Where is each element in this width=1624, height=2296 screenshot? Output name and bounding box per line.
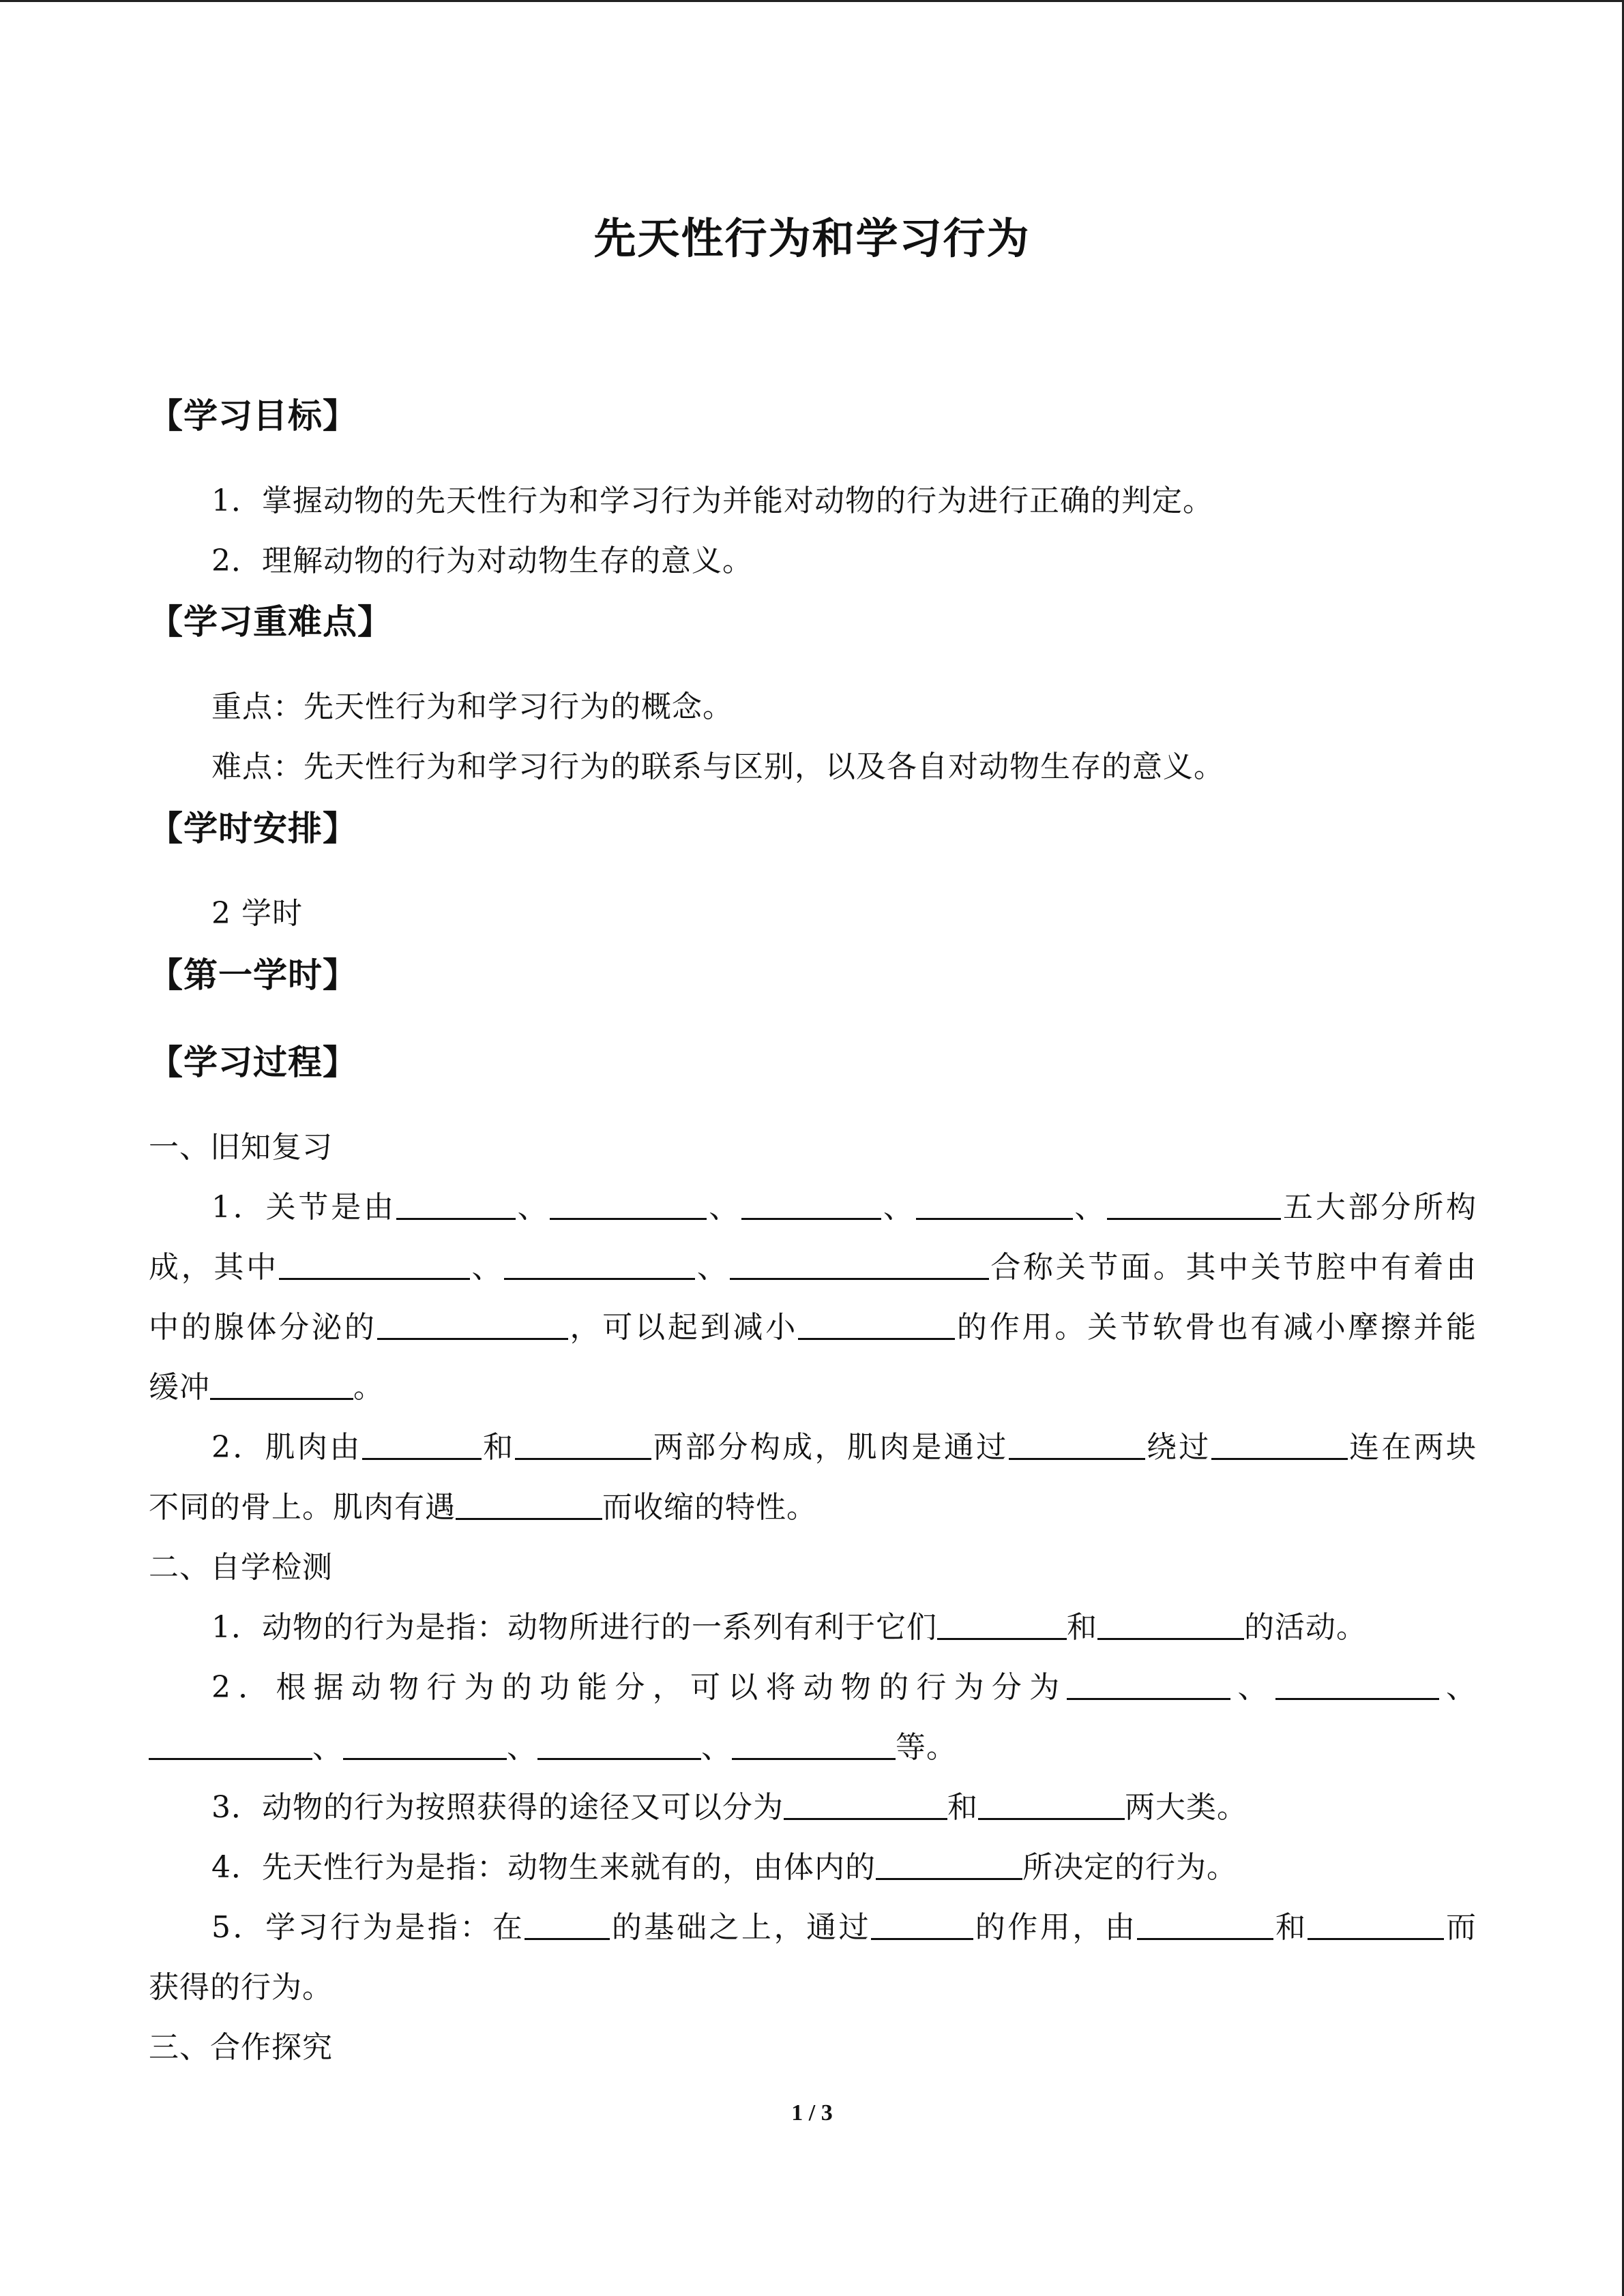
document-title: 先天性行为和学习行为	[593, 213, 1031, 263]
key-point: 重点：先天性行为和学习行为的概念。	[211, 689, 733, 724]
selfcheck-q5-text: 和	[1273, 1910, 1308, 1945]
answer-blank[interactable]	[871, 1908, 973, 1940]
answer-blank[interactable]	[732, 1728, 896, 1760]
selfcheck-q5-text: 的基础之上，通过	[610, 1910, 872, 1945]
review-q2-line2	[149, 1482, 1477, 1526]
objective-2: 2．理解动物的行为对动物生存的意义。	[211, 543, 753, 578]
selfcheck-heading: 二、自学检测	[149, 1550, 333, 1585]
answer-blank[interactable]	[210, 1368, 353, 1400]
answer-blank[interactable]	[1137, 1908, 1273, 1940]
selfcheck-q1-text: 1．动物的行为是指：动物所进行的一系列有利于它们	[211, 1610, 937, 1645]
separator: 、	[469, 1250, 505, 1285]
page-border-top	[0, 0, 1624, 2]
answer-blank[interactable]	[1308, 1908, 1444, 1940]
review-q1-line1	[211, 1182, 1477, 1226]
answer-blank[interactable]	[396, 1188, 516, 1220]
answer-blank[interactable]	[1211, 1428, 1348, 1460]
separator: 、	[707, 1190, 742, 1225]
answer-blank[interactable]	[377, 1308, 568, 1340]
review-q1-line2	[149, 1242, 1477, 1286]
answer-blank[interactable]	[1009, 1428, 1145, 1460]
selfcheck-q1	[211, 1602, 1477, 1646]
selfcheck-q3	[211, 1783, 1477, 1826]
review-q1-text: 成，其中	[149, 1250, 279, 1285]
answer-blank[interactable]	[149, 1728, 312, 1760]
selfcheck-q2-text: 等。	[896, 1730, 957, 1765]
selfcheck-q4-text: 4．先天性行为是指：动物生来就有的，由体内的	[211, 1850, 876, 1885]
answer-blank[interactable]	[343, 1728, 507, 1760]
answer-blank[interactable]	[537, 1728, 701, 1760]
separator: 、	[881, 1190, 916, 1225]
answer-blank[interactable]	[1275, 1668, 1439, 1700]
answer-blank[interactable]	[362, 1428, 482, 1460]
selfcheck-q3-text: 两大类。	[1125, 1790, 1247, 1825]
review-q2-text: 绕过	[1145, 1430, 1211, 1465]
review-q2-text: 和	[481, 1430, 516, 1465]
answer-blank[interactable]	[1097, 1608, 1244, 1640]
review-q2-text: 而收缩的特性。	[602, 1490, 817, 1525]
answer-blank[interactable]	[279, 1248, 470, 1280]
separator: 、	[1438, 1670, 1477, 1705]
review-q2-text: 两部分构成，肌肉是通过	[651, 1430, 1009, 1465]
schedule-text: 2 学时	[211, 896, 303, 931]
review-q2-text: 不同的骨上。肌肉有遇	[149, 1490, 456, 1525]
review-q1-text: 中的腺体分泌的	[149, 1310, 377, 1345]
answer-blank[interactable]	[1067, 1668, 1230, 1700]
answer-blank[interactable]	[741, 1188, 881, 1220]
review-q1-text: 1．关节是由	[211, 1190, 396, 1225]
review-heading: 一、旧知复习	[149, 1130, 333, 1165]
selfcheck-q2-line1	[211, 1663, 1477, 1706]
review-q1-text: ，可以起到减小	[567, 1310, 799, 1345]
selfcheck-q1-text: 和	[1067, 1610, 1097, 1645]
selfcheck-q5-line2: 获得的行为。	[149, 1970, 333, 2005]
selfcheck-q3-text: 3．动物的行为按照获得的途径又可以分为	[211, 1790, 784, 1825]
review-q1-line4	[149, 1362, 1477, 1406]
answer-blank[interactable]	[937, 1608, 1067, 1640]
objectives-heading: 【学习目标】	[149, 396, 357, 436]
separator: 、	[1230, 1670, 1275, 1705]
answer-blank[interactable]	[1107, 1188, 1281, 1220]
difficult-point: 难点：先天性行为和学习行为的联系与区别，以及各自对动物生存的意义。	[211, 749, 1224, 784]
selfcheck-q3-text: 和	[947, 1790, 978, 1825]
answer-blank[interactable]	[916, 1188, 1073, 1220]
review-q1-text: 缓冲	[149, 1370, 210, 1405]
cooperate-heading: 三、合作探究	[149, 2030, 333, 2065]
answer-blank[interactable]	[515, 1428, 651, 1460]
selfcheck-q4	[211, 1843, 1477, 1886]
selfcheck-q5-text: 的作用，由	[973, 1910, 1138, 1945]
answer-blank[interactable]	[550, 1188, 707, 1220]
selfcheck-q2-text: 2．根据动物行为的功能分，可以将动物的行为分为	[211, 1670, 1067, 1705]
answer-blank[interactable]	[730, 1248, 989, 1280]
separator: 、	[515, 1190, 550, 1225]
answer-blank[interactable]	[876, 1848, 1022, 1880]
separator: 、	[701, 1730, 732, 1765]
selfcheck-q5-line1	[211, 1903, 1477, 1946]
answer-blank[interactable]	[525, 1908, 610, 1940]
separator: 、	[695, 1250, 730, 1285]
page-number: 1 / 3	[791, 2100, 833, 2126]
process-heading: 【学习过程】	[149, 1043, 357, 1082]
review-q1-text: 的作用。关节软骨也有减小摩擦并能	[955, 1310, 1477, 1345]
objective-1: 1．掌握动物的先天性行为和学习行为并能对动物的行为进行正确的判定。	[211, 483, 1213, 518]
answer-blank[interactable]	[978, 1788, 1125, 1820]
review-q2-line1	[211, 1422, 1477, 1466]
review-q2-text: 2．肌肉由	[211, 1430, 362, 1465]
answer-blank[interactable]	[784, 1788, 947, 1820]
selfcheck-q5-text: 5．学习行为是指：在	[211, 1910, 525, 1945]
review-q2-text: 连在两块	[1347, 1430, 1477, 1465]
selfcheck-q1-text: 的活动。	[1244, 1610, 1367, 1645]
separator: 、	[312, 1730, 343, 1765]
answer-blank[interactable]	[798, 1308, 955, 1340]
review-q1-line3	[149, 1302, 1477, 1346]
separator: 、	[507, 1730, 537, 1765]
schedule-heading: 【学时安排】	[149, 809, 357, 848]
selfcheck-q4-text: 所决定的行为。	[1022, 1850, 1237, 1885]
answer-blank[interactable]	[504, 1248, 695, 1280]
answer-blank[interactable]	[456, 1488, 602, 1520]
review-q1-text: 。	[353, 1370, 384, 1405]
review-q1-text: 合称关节面。其中关节腔中有着由	[988, 1250, 1477, 1285]
keypoints-heading: 【学习重难点】	[149, 602, 392, 642]
first-period-heading: 【第一学时】	[149, 955, 357, 995]
selfcheck-q5-text: 而	[1444, 1910, 1477, 1945]
separator: 、	[1072, 1190, 1108, 1225]
review-q1-text: 五大部分所构	[1281, 1190, 1477, 1225]
selfcheck-q2-line2	[149, 1723, 1477, 1766]
